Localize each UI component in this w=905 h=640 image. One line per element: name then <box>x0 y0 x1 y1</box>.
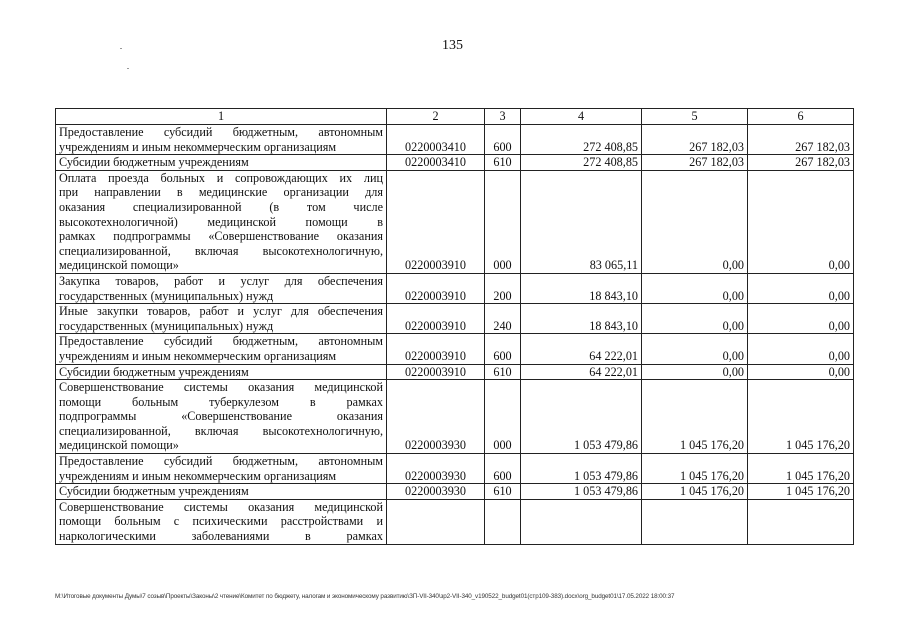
budget-table <box>55 108 854 545</box>
table-row <box>56 334 854 364</box>
row-name-line: государственных (муниципальных) нужд <box>59 288 274 303</box>
row-name-line: государственных (муниципальных) нужд <box>59 318 274 333</box>
row-name-cell <box>56 304 387 334</box>
row-col6-cell: 0,00 <box>748 304 854 334</box>
row-name-cell <box>56 380 387 454</box>
row-name-cell <box>56 334 387 364</box>
row-name-cell <box>56 454 387 484</box>
table-row <box>56 454 854 484</box>
row-name-line: Субсидии бюджетным учреждениям <box>59 484 249 499</box>
row-col5-cell: 0,00 <box>642 304 748 334</box>
scan-speck <box>120 48 122 49</box>
row-name-line: Совершенствование системы оказания медицинской <box>59 380 383 395</box>
row-name-cell <box>56 364 387 380</box>
row-col6-cell: 1 045 176,20 <box>748 454 854 484</box>
header-cell-1: 1 <box>56 109 387 125</box>
row-name-line: учреждениям и иным некоммерческим организациям <box>59 139 337 154</box>
row-col5-cell: 267 182,03 <box>642 155 748 171</box>
row-col5-cell: 267 182,03 <box>642 125 748 155</box>
row-col6-cell: 0,00 <box>748 334 854 364</box>
row-code-cell: 0220003930 <box>387 484 485 500</box>
row-name-cell <box>56 484 387 500</box>
header-cell-5: 5 <box>642 109 748 125</box>
row-name-line: помощи больным с психическими расстройствами и <box>59 514 383 529</box>
row-col6-cell: 0,00 <box>748 364 854 380</box>
row-col4-cell: 64 222,01 <box>521 364 642 380</box>
row-col5-cell: 0,00 <box>642 334 748 364</box>
row-col5-cell: 1 045 176,20 <box>642 380 748 454</box>
row-vr-cell: 200 <box>485 273 521 303</box>
table-row <box>56 304 854 334</box>
row-name-line: наркологическими заболеваниями в рамках <box>59 529 383 544</box>
scan-speck <box>127 68 129 69</box>
row-name-cell <box>56 499 387 544</box>
row-col4-cell: 1 053 479,86 <box>521 454 642 484</box>
table-row <box>56 380 854 454</box>
table-row <box>56 155 854 171</box>
row-name-line: учреждениям и иным некоммерческим организациям <box>59 468 337 483</box>
row-col4-cell: 18 843,10 <box>521 304 642 334</box>
row-code-cell: 0220003410 <box>387 125 485 155</box>
row-name-line: рамках подпрограммы «Совершенствование оказания <box>59 229 383 244</box>
page-number: 135 <box>442 38 463 53</box>
row-col5-cell: 0,00 <box>642 273 748 303</box>
row-code-cell: 0220003910 <box>387 170 485 273</box>
row-col6-cell: 267 182,03 <box>748 125 854 155</box>
row-code-cell: 0220003410 <box>387 155 485 171</box>
table-row <box>56 273 854 303</box>
row-name-line: Оплата проезда больных и сопровождающих их лиц <box>59 170 383 185</box>
row-code-cell: 0220003930 <box>387 454 485 484</box>
row-name-cell <box>56 170 387 273</box>
row-col4-cell <box>521 499 642 544</box>
header-cell-4: 4 <box>521 109 642 125</box>
row-name-line: Совершенствование системы оказания медицинской <box>59 499 383 514</box>
row-name-line: медицинской помощи» <box>59 258 179 273</box>
row-name-line: медицинской помощи» <box>59 438 179 453</box>
row-code-cell <box>387 499 485 544</box>
row-name-line: Предоставление субсидий бюджетным, автономным <box>59 125 383 139</box>
table-row <box>56 364 854 380</box>
row-vr-cell: 600 <box>485 334 521 364</box>
budget-table-body <box>56 109 854 545</box>
row-name-line: при направлении в медицинские организации для <box>59 185 383 200</box>
row-code-cell: 0220003910 <box>387 364 485 380</box>
header-cell-2: 2 <box>387 109 485 125</box>
row-col6-cell: 0,00 <box>748 170 854 273</box>
row-name-line: специализированной, включая высокотехнологичную, <box>59 243 383 258</box>
footer-file-path: M:\Итоговые документы Думы\7 созыв\Проекты\Законы\2 чтение\Комитет по бюджету, налогам и экономическому развитию\ЗП-VII-340\зр2-VII-340_v190522_budget01(стр109-383).docx\org_budget01\17.05.2022 18:00:37 <box>55 593 675 600</box>
header-cell-6: 6 <box>748 109 854 125</box>
row-name-cell <box>56 125 387 155</box>
row-col5-cell <box>642 499 748 544</box>
row-code-cell: 0220003910 <box>387 304 485 334</box>
row-col4-cell: 272 408,85 <box>521 125 642 155</box>
row-col5-cell: 1 045 176,20 <box>642 484 748 500</box>
row-name-line: Субсидии бюджетным учреждениям <box>59 364 249 379</box>
row-name-line: Субсидии бюджетным учреждениям <box>59 155 249 170</box>
row-col5-cell: 1 045 176,20 <box>642 454 748 484</box>
row-vr-cell: 600 <box>485 125 521 155</box>
row-col6-cell: 0,00 <box>748 273 854 303</box>
row-vr-cell: 610 <box>485 364 521 380</box>
row-col4-cell: 18 843,10 <box>521 273 642 303</box>
row-col6-cell: 267 182,03 <box>748 155 854 171</box>
row-name-line: подпрограммы «Совершенствование оказания <box>59 409 383 424</box>
header-cell-3: 3 <box>485 109 521 125</box>
row-col6-cell: 1 045 176,20 <box>748 484 854 500</box>
row-col4-cell: 1 053 479,86 <box>521 484 642 500</box>
row-code-cell: 0220003910 <box>387 273 485 303</box>
row-name-line: Иные закупки товаров, работ и услуг для обеспечения <box>59 304 383 319</box>
row-name-line: специализированной, включая высокотехнологичную, <box>59 423 383 438</box>
row-name-cell <box>56 155 387 171</box>
row-vr-cell: 610 <box>485 155 521 171</box>
row-col5-cell: 0,00 <box>642 170 748 273</box>
row-code-cell: 0220003930 <box>387 380 485 454</box>
row-name-line: учреждениям и иным некоммерческим организациям <box>59 348 337 363</box>
row-name-line: Предоставление субсидий бюджетным, автономным <box>59 454 383 469</box>
row-name-cell <box>56 273 387 303</box>
row-name-line: оказания специализированной (в том числе <box>59 199 383 214</box>
row-name-line: высокотехнологичной) медицинской помощи в <box>59 214 383 229</box>
row-col4-cell: 272 408,85 <box>521 155 642 171</box>
row-name-line: Закупка товаров, работ и услуг для обеспечения <box>59 273 383 288</box>
row-vr-cell: 600 <box>485 454 521 484</box>
table-row <box>56 170 854 273</box>
row-vr-cell: 240 <box>485 304 521 334</box>
table-row <box>56 499 854 544</box>
row-vr-cell: 000 <box>485 170 521 273</box>
table-row <box>56 125 854 155</box>
row-vr-cell: 000 <box>485 380 521 454</box>
row-col6-cell <box>748 499 854 544</box>
row-col6-cell: 1 045 176,20 <box>748 380 854 454</box>
row-name-line: Предоставление субсидий бюджетным, автономным <box>59 334 383 349</box>
row-col4-cell: 1 053 479,86 <box>521 380 642 454</box>
header-row <box>56 109 854 125</box>
row-col4-cell: 64 222,01 <box>521 334 642 364</box>
row-name-line: помощи больным туберкулезом в рамках <box>59 394 383 409</box>
row-col4-cell: 83 065,11 <box>521 170 642 273</box>
row-col5-cell: 0,00 <box>642 364 748 380</box>
row-vr-cell <box>485 499 521 544</box>
row-vr-cell: 610 <box>485 484 521 500</box>
table-row <box>56 484 854 500</box>
row-code-cell: 0220003910 <box>387 334 485 364</box>
